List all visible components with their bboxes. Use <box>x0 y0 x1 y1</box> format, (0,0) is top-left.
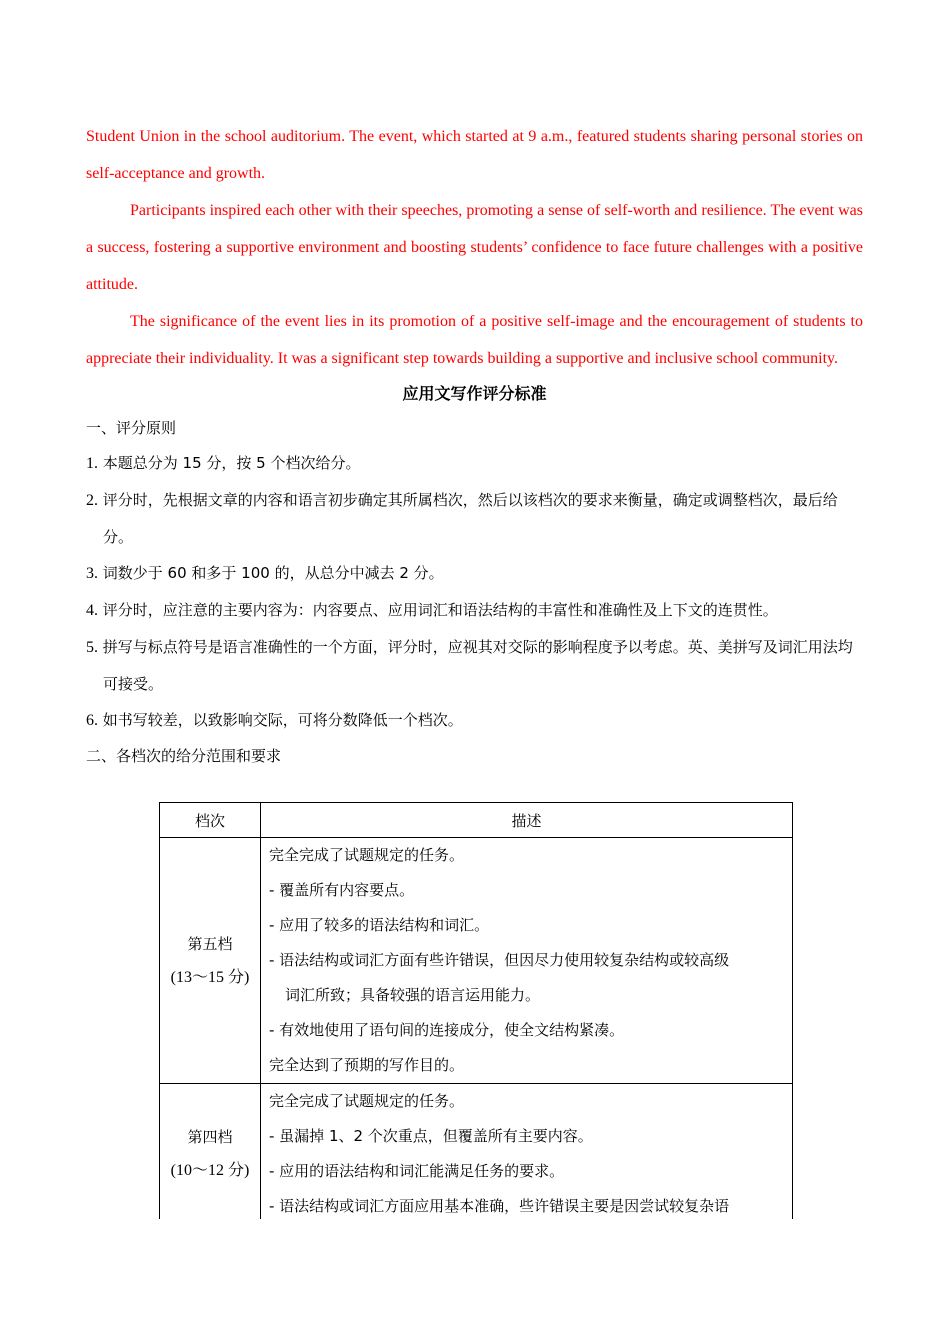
document-page <box>86 118 863 1215</box>
description-line: 词汇所致；具备较强的语言运用能力。 <box>285 986 541 1004</box>
header-level: 档次 <box>160 803 261 838</box>
section-heading-principles: 一、评分原则 <box>86 419 177 437</box>
rule-text: 评分时，先根据文章的内容和语言初步确定其所属档次，然后以该档次的要求来衡量，确定或调整档次，最后给分。 <box>102 491 838 546</box>
level-cell <box>160 838 261 1084</box>
description-line: 完全达到了预期的写作目的。 <box>269 1056 465 1074</box>
description-line: - 覆盖所有内容要点。 <box>269 881 415 899</box>
description-line: 完全完成了试题规定的任务。 <box>269 1092 465 1110</box>
rule-number: 2. <box>86 492 98 509</box>
rule-item <box>86 592 863 629</box>
level-range: (13～15 分) <box>170 968 250 986</box>
rule-number: 6. <box>86 712 98 729</box>
rule-item <box>86 555 863 592</box>
level-name: 第四档 <box>187 1128 233 1146</box>
rule-item <box>86 702 863 739</box>
level-range: (10～12 分) <box>170 1162 250 1179</box>
level-cell <box>160 1084 261 1220</box>
section-heading-levels: 二、各档次的给分范围和要求 <box>86 747 282 765</box>
level-name: 第五档 <box>187 934 233 953</box>
header-description: 描述 <box>261 803 793 838</box>
rule-number: 4. <box>86 602 98 619</box>
essay-paragraph-1: Student Union in the school auditorium. The event, which started at 9 a.m., featured students sharing personal stories on self-acceptance and growth. <box>86 128 863 182</box>
rule-item <box>86 445 863 482</box>
table-header-row <box>160 803 793 838</box>
rule-text: 如书写较差，以致影响交际，可将分数降低一个档次。 <box>102 711 463 729</box>
description-line: - 语法结构或词汇方面有些许错误，但因尽力使用较复杂结构或较高级 <box>269 951 730 969</box>
rule-item <box>86 629 863 702</box>
rule-text: 词数少于 60 和多于 100 的，从总分中减去 2 分。 <box>102 564 444 582</box>
description-line: - 应用的语法结构和词汇能满足任务的要求。 <box>269 1162 565 1180</box>
essay-paragraph-2: Participants inspired each other with their speeches, promoting a sense of self-worth and resilience. The event was a success, fostering a supportive environment and boosting students’ confidence to face future challenges with a positive attitude. <box>86 202 863 293</box>
description-line: - 应用了较多的语法结构和词汇。 <box>269 916 490 934</box>
table-row <box>160 1084 793 1220</box>
rule-text: 本题总分为 15 分，按 5 个档次给分。 <box>102 454 361 472</box>
essay-paragraph-3: The significance of the event lies in its promotion of a positive self-image and the encouragement of students to appreciate their individuality. It was a significant step towards building a supportive and inclusive school community. <box>86 313 863 367</box>
rule-text: 拼写与标点符号是语言准确性的一个方面，评分时，应视其对交际的影响程度予以考虑。英、美拼写及词汇用法均可接受。 <box>102 638 853 693</box>
rule-text: 评分时，应注意的主要内容为：内容要点、应用词汇和语法结构的丰富性和准确性及上下文的连贯性。 <box>102 601 778 619</box>
description-line: - 虽漏掉 1、2 个次重点，但覆盖所有主要内容。 <box>269 1127 593 1145</box>
scoring-table <box>159 802 793 1219</box>
rule-number: 3. <box>86 565 98 582</box>
rule-number: 5. <box>86 639 98 656</box>
rule-number: 1. <box>86 455 98 472</box>
description-cell <box>261 838 793 1084</box>
table-row <box>160 838 793 1084</box>
rubric-title: 应用文写作评分标准 <box>402 384 547 403</box>
description-line: - 语法结构或词汇方面应用基本准确，些许错误主要是因尝试较复杂语 <box>269 1197 730 1215</box>
description-line: - 有效地使用了语句间的连接成分，使全文结构紧凑。 <box>269 1021 625 1039</box>
rule-item <box>86 482 863 555</box>
description-line: 完全完成了试题规定的任务。 <box>269 846 465 864</box>
description-cell <box>261 1084 793 1220</box>
